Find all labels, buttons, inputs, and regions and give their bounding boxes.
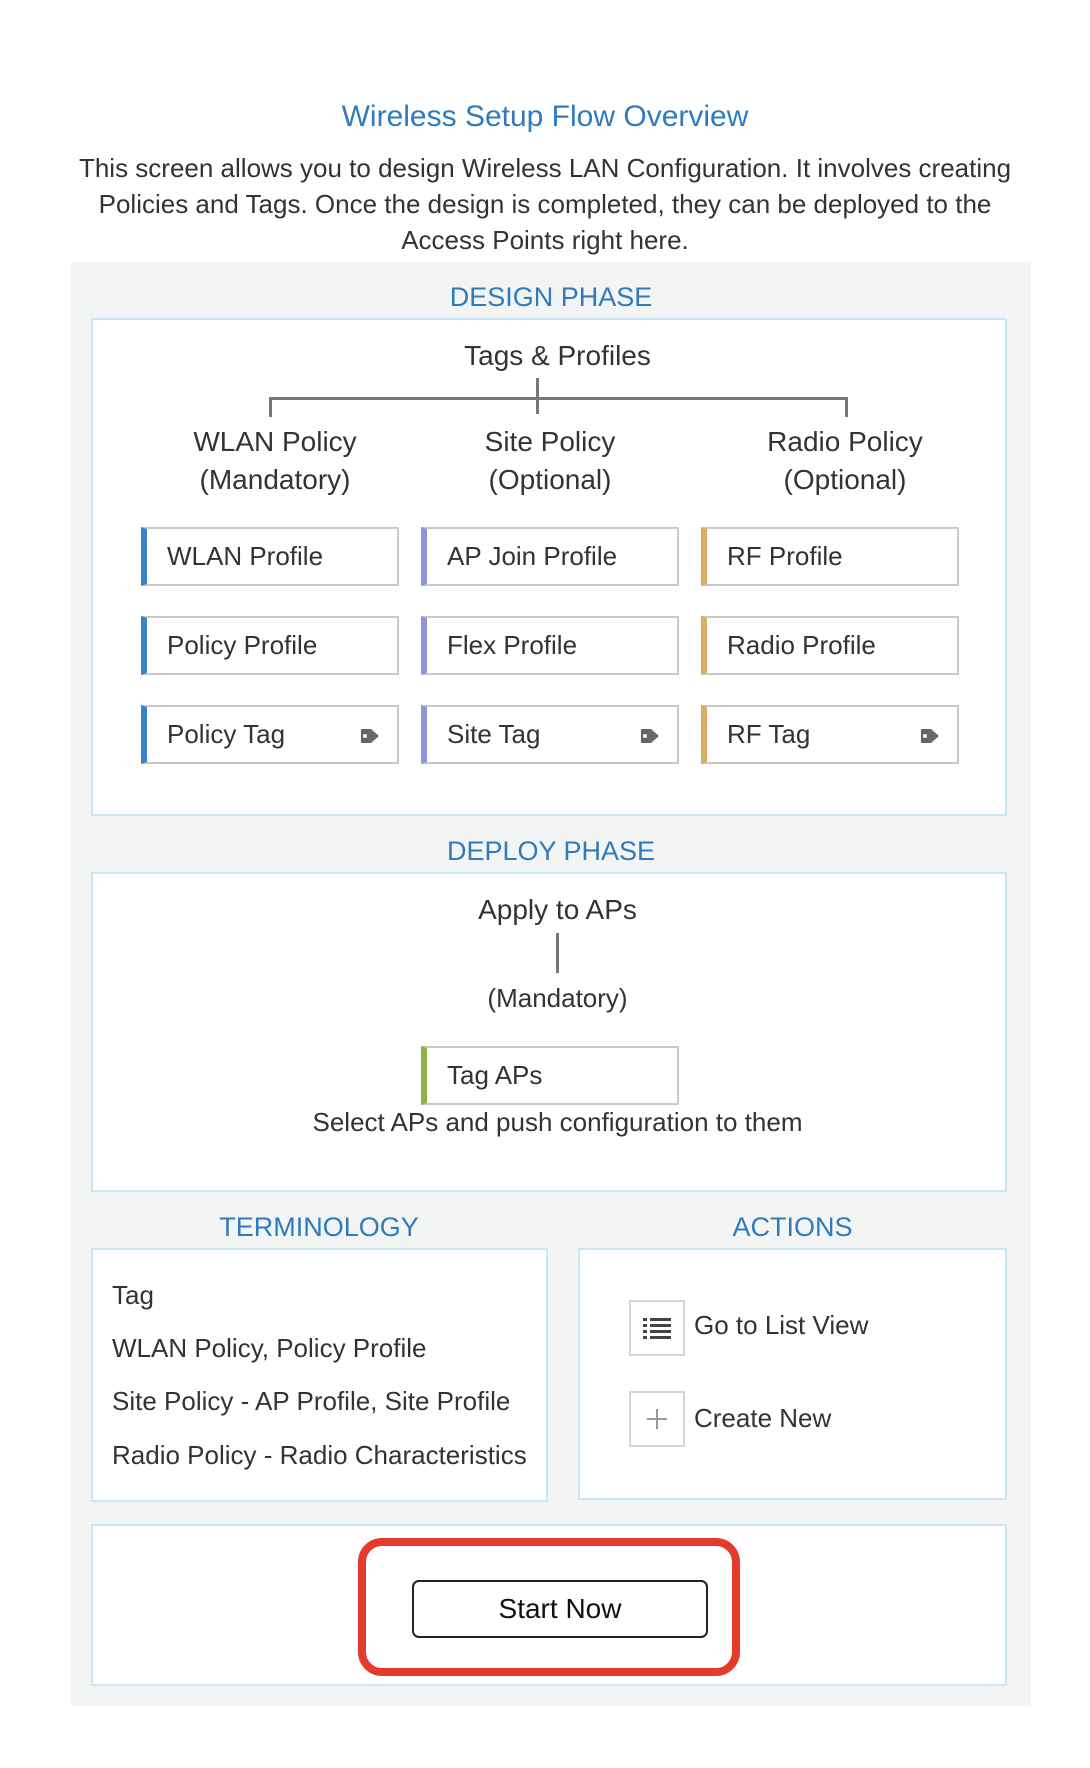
actions-heading: ACTIONS (732, 1212, 853, 1242)
tag-icon (919, 727, 941, 745)
term-line: WLAN Policy, Policy Profile (112, 1333, 427, 1363)
ap-join-profile-item[interactable] (421, 527, 679, 586)
rf-profile-label: RF Profile (727, 541, 843, 571)
tree-connector-left (269, 397, 272, 417)
list-view-label[interactable]: Go to List View (694, 1310, 869, 1340)
tree-connector-right (845, 397, 848, 417)
rf-profile-item[interactable] (701, 527, 959, 586)
radio-policy-name: Radio Policy (767, 426, 923, 457)
term-line: Site Policy - AP Profile, Site Profile (112, 1386, 511, 1416)
wlan-policy-heading (135, 423, 415, 499)
deploy-description: Select APs and push configuration to them (312, 1107, 803, 1137)
start-now-button[interactable]: Start Now (412, 1580, 708, 1638)
deploy-connector (556, 933, 559, 973)
page-title: Wireless Setup Flow Overview (341, 100, 749, 133)
policy-profile-item[interactable] (141, 616, 399, 675)
term-line: Tag (112, 1280, 154, 1310)
create-new-label[interactable]: Create New (694, 1403, 832, 1433)
design-phase-heading: DESIGN PHASE (449, 282, 653, 312)
site-policy-note: (Optional) (488, 464, 612, 495)
policy-tag-item[interactable] (141, 705, 399, 764)
site-tag-item[interactable] (421, 705, 679, 764)
list-icon (642, 1316, 672, 1340)
radio-profile-item[interactable] (701, 616, 959, 675)
tag-icon (639, 727, 661, 745)
wlan-policy-note: (Mandatory) (199, 464, 351, 495)
plus-icon (645, 1407, 669, 1431)
apply-to-aps-root: Apply to APs (478, 894, 637, 925)
rf-tag-item[interactable] (701, 705, 959, 764)
tree-connector-vertical (536, 378, 539, 414)
intro-text: This screen allows you to design Wireless LAN Configuration. It involves creating Policies and Tags. Once the design is completed, they can be deployed to the Access Points right here. (78, 153, 1012, 255)
site-policy-heading (410, 423, 690, 499)
policy-tag-label: Policy Tag (167, 719, 286, 749)
flex-profile-label: Flex Profile (447, 630, 578, 660)
radio-profile-label: Radio Profile (727, 630, 876, 660)
deploy-mandatory-note: (Mandatory) (487, 983, 628, 1013)
flex-profile-item[interactable] (421, 616, 679, 675)
wlan-profile-label: WLAN Profile (167, 541, 324, 571)
actions-box (578, 1248, 1007, 1500)
deploy-phase-heading: DEPLOY PHASE (446, 836, 656, 866)
rf-tag-label: RF Tag (727, 719, 811, 749)
list-view-button[interactable] (629, 1300, 685, 1356)
tag-icon (359, 727, 381, 745)
ap-join-profile-label: AP Join Profile (447, 541, 618, 571)
site-tag-label: Site Tag (447, 719, 541, 749)
create-new-button[interactable] (629, 1391, 685, 1447)
wlan-profile-item[interactable] (141, 527, 399, 586)
radio-policy-note: (Optional) (783, 464, 907, 495)
radio-policy-heading (705, 423, 985, 499)
tags-profiles-root: Tags & Profiles (464, 340, 651, 371)
term-line: Radio Policy - Radio Characteristics (112, 1440, 527, 1470)
policy-profile-label: Policy Profile (167, 630, 318, 660)
wlan-policy-name: WLAN Policy (193, 426, 357, 457)
tree-connector-horizontal (269, 397, 847, 400)
tag-aps-item[interactable] (421, 1046, 679, 1105)
tag-aps-label: Tag APs (447, 1060, 543, 1090)
terminology-heading: TERMINOLOGY (219, 1212, 419, 1242)
site-policy-name: Site Policy (484, 426, 616, 457)
